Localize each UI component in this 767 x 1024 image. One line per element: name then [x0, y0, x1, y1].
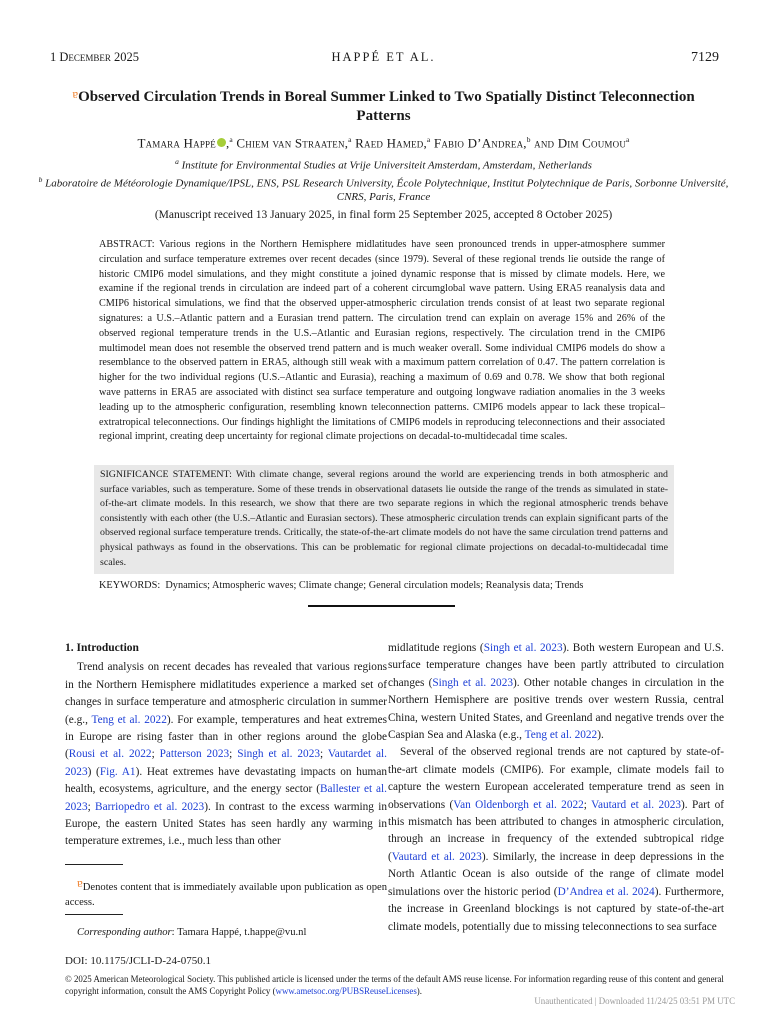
author-name[interactable]: Dim Coumou [557, 135, 627, 151]
citation-link[interactable]: Rousi et al. 2022 [68, 748, 152, 761]
page-number: 7129 [691, 50, 719, 65]
copyright-text: © 2025 American Meteorological Society. This published article is licensed under the terms of the default AMS reuse license. For information regarding reuse of this content and general copyright information, consult the AMS Copyright Policy ( [65, 974, 724, 996]
author-conjunction: and [534, 135, 555, 151]
author-name[interactable]: Raed Hamed [355, 135, 424, 151]
significance-statement [94, 465, 674, 574]
citation-link[interactable]: Teng et al. 2022 [524, 729, 598, 742]
citation-link[interactable]: Singh et al. 2023 [237, 748, 320, 761]
citation-link[interactable]: D’Andrea et al. 2024 [557, 885, 655, 898]
citation-link[interactable]: Barriopedro et al. 2023 [95, 800, 205, 813]
affiliation-text: Laboratoire de Météorologie Dynamique/IPSL, ENS, PSL Research University, École Polytechnique, Institut Polytechnique de Paris, Sorbonne Université, CNRS, Paris, France [45, 177, 729, 204]
affil-mark: a [229, 135, 233, 144]
affiliations [30, 155, 737, 204]
citation-link[interactable]: Singh et al. 2023 [432, 676, 514, 689]
reuse-license-link[interactable]: www.ametsoc.org/PUBSReuseLicenses [275, 986, 417, 996]
affil-mark: a [626, 135, 630, 144]
orcid-icon[interactable] [217, 138, 226, 147]
citation-link[interactable]: Vautardet al. 2023 [65, 748, 388, 778]
affil-mark: a [175, 157, 179, 166]
affiliation-b [30, 173, 737, 205]
footnote-rule [65, 864, 123, 865]
significance-label: SIGNIFICANCE STATEMENT: [100, 469, 232, 480]
open-access-icon: ɐ [77, 875, 83, 890]
affil-mark: b [38, 174, 43, 184]
running-head-date: 1 December 2025 [50, 50, 140, 64]
footnote-text: Denotes content that is immediately available upon publication as open access. [65, 882, 387, 908]
author-list: Tamara Happé ,$^a$ Chiem van Straaten,$^a$ Raed Hamed,$^a$ Fabio D’Andrea,$^b$ and Dim Coumou$^a$ [137, 135, 630, 151]
section-heading: 1. Introduction [65, 642, 139, 654]
corresponding-label: Corresponding author [77, 927, 172, 938]
significance-text: With climate change, several regions around the world are experiencing trends in both atmospheric and surface variables, such as temperature. Some of these trends in observational datasets lie outside the range of the trends as simulated in state-of-the-art climate models. In this research, we show that there are two separate regions in which the regional atmospheric trends behave consistently with each other (the U.S.–Atlantic and Eurasian sectors). These atmospheric circulation trends can explain significant parts of the observed regional surface temperature trends. Critically, the state-of-the-art climate models do not have the same circulation trend patterns and physical pathways as found in the observations. This can be problematic for regional climate projections on decadal-to-multidecadal time scales. [100, 469, 668, 568]
section-divider [308, 605, 455, 607]
author-name[interactable]: Fabio D’Andrea [433, 135, 524, 151]
affil-mark: a [348, 135, 352, 144]
article-title-text: Observed Circulation Trends in Boreal Summer Linked to Two Spatially Distinct Teleconnection Patterns [78, 89, 695, 124]
article-title [60, 84, 707, 126]
citation-link[interactable]: Ballester et al. 2023 [65, 783, 387, 813]
manuscript-dates: (Manuscript received 13 January 2025, in final form 25 September 2025, accepted 8 October 2025) [154, 209, 613, 221]
doi: DOI: 10.1175/JCLI-D-24-0750.1 [65, 955, 211, 967]
abstract-text: Various regions in the Northern Hemisphere midlatitudes have seen pronounced trends in upper-atmosphere summer circulation and surface temperature extremes over recent decades (since 1979). Several of these regional trends lie outside the range of historic CMIP6 model simulations, and they might constitute a joined dynamic response that is missed by climate models. Here, we examine if the regional trends in circulation are indeed part of a coherent circumglobal wave pattern. Using ERA5 reanalysis data and CMIP6 historical simulations, we find that the observed upper-atmospheric circulation trends consist of at least two separate regional signatures: a U.S.–Atlantic pattern and a Eurasian trend pattern. The circulation trend can explain on average 15% and 26% of the observed regional temperature trends in the U.S.–Atlantic and Eurasian regions, respectively. The circulation trend in the CMIP6 multimodel mean does not resemble the observed trend pattern and is much weaker overall. Some individual CMIP6 models do show a resemblance to the observed pattern in ERA5, although still weak with a maximum pattern correlation of 0.47. The pattern correlation is higher for the two individual regions (U.S.–Atlantic and Eurasia), reaching a maximum of 0.69 and 0.78. We show that both regional wave patterns in ERA5 are associated with distinct sea surface temperature and outgoing longwave radiation anomalies in the 3 weeks leading up to the atmospheric configuration, resembling known teleconnection patterns. CMIP6 models appear to lack these tropical–extratropical teleconnections. Our findings highlight the limitations of CMIP6 models in reproducing teleconnections and their associated regional imprint, creating deep uncertainty for regional climate projections on decadal-to-multidecadal time scales. [99, 239, 665, 443]
download-stamp: Unauthenticated | Downloaded 11/24/25 03:51 PM UTC [534, 996, 735, 1006]
affil-mark: b [526, 135, 531, 144]
open-access-icon: ɐ [72, 86, 79, 101]
citation-link[interactable]: Van Oldenborgh et al. 2022 [453, 798, 584, 811]
paragraph: Trend analysis on recent decades has revealed that various regions in the Northern Hemisphere midlatitudes experience a marked set of changes in surface temperature and atmospheric circulation in summer (e.g., Teng et al. 2022). For example, temperatures and heat extremes in Europe are rising faster than in other regions around the globe (Rousi et al. 2022; Patterson 2023; Singh et al. 2023; Vautardet al. 2023) (Fig. A1). Heat extremes have devastating impacts on human health, ecosystems, agriculture, and the energy sector (Ballester et al. 2023; Barriopedro et al. 2023). In contrast to the excess warming in Europe, the eastern United States has seen hardly any warming in temperature extremes, i.e., much less than other [65, 661, 388, 848]
copyright-end: ). [416, 986, 422, 996]
corresponding-text: : Tamara Happé, t.happe@vu.nl [171, 927, 307, 938]
abstract-label: ABSTRACT: [99, 239, 155, 250]
citation-link[interactable]: Singh et al. 2023 [483, 642, 563, 654]
citation-link[interactable]: Vautard et al. 2023 [591, 798, 682, 811]
citation-link[interactable]: Patterson 2023 [159, 748, 230, 761]
running-head-authors: HAPPÉ ET AL. [331, 50, 436, 64]
keywords [99, 580, 583, 591]
citation-link[interactable]: Fig. A1 [99, 765, 136, 778]
author-name[interactable]: Tamara Happé [137, 135, 216, 151]
citation-link[interactable]: Teng et al. 2022 [91, 713, 167, 726]
paragraph: midlatitude regions (Singh et al. 2023). Both western European and U.S. surface temperature changes have been partly attributed to circulation changes (Singh et al. 2023). Other notable changes in circulation in the Northern Hemisphere are positive trends over western Russia, central China, western United States, and Greenland and negative trends over the Caspian Sea and Alaska (e.g., Teng et al. 2022). [388, 642, 724, 742]
corresponding-author [65, 926, 387, 941]
affil-mark: a [426, 135, 431, 144]
abstract [99, 238, 665, 445]
open-access-footnote [65, 876, 387, 910]
footnote-rule [65, 914, 123, 915]
column-left [65, 640, 387, 851]
affiliation-text: Institute for Environmental Studies at Vrije Universiteit Amsterdam, Amsterdam, Netherlands [181, 159, 592, 172]
paragraph: Several of the observed regional trends are not captured by state-of-the-art climate models (CMIP6). For example, climate models fail to capture the western European accelerated temperature trend as seen in observations (Van Oldenborgh et al. 2022; Vautard et al. 2023). Part of this mismatch has been attributed to changes in atmospheric circulation, through an increase in frequency of the extended subtropical ridge (Vautard et al. 2023). Similarly, the increase in deep depressions in the North Atlantic Ocean is also outside of the range of climate model simulations over the historic period (D’Andrea et al. 2024). Furthermore, the increase in Greenland blockings is not captured by state-of-the-art climate models, potentially due to missing teleconnections to sea surface [388, 746, 724, 933]
copyright-notice [65, 973, 735, 997]
keywords-label: KEYWORDS: [99, 580, 161, 591]
column-right [388, 640, 724, 936]
author-name[interactable]: Chiem van Straaten [236, 135, 345, 151]
citation-link[interactable]: Vautard et al. 2023 [391, 850, 482, 863]
affiliation-a [30, 155, 737, 173]
keywords-text: Dynamics; Atmospheric waves; Climate change; General circulation models; Reanalysis data; Trends [165, 580, 584, 591]
